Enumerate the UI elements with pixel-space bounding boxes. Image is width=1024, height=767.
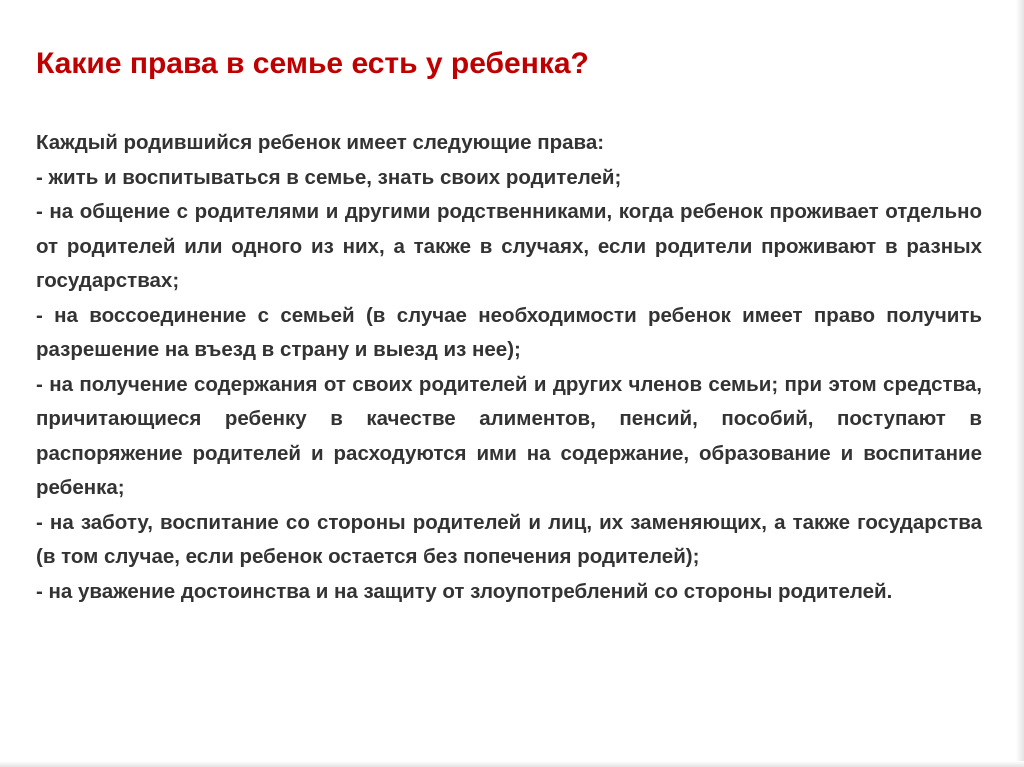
rights-item: - на заботу, воспитание со стороны родителей и лиц, их заменяющих, а также государства (в том случае, если ребенок остается без попечения родителей);	[36, 510, 982, 568]
rights-item: - на воссоединение с семьей (в случае необходимости ребенок имеет право получить разрешение на въезд в страну и выезд из нее);	[36, 303, 982, 361]
intro-line: Каждый родившийся ребенок имеет следующие права:	[36, 131, 605, 154]
slide-title: Какие права в семье есть у ребенка?	[36, 47, 589, 80]
slide-body	[36, 126, 982, 609]
rights-item: - на уважение достоинства и на защиту от злоупотреблений со стороны родителей.	[36, 579, 893, 603]
rights-item: - на получение содержания от своих родителей и других членов семьи; при этом средства, причитающиеся ребенку в качестве алиментов, пенсий, пособий, поступают в распоряжение родителей и расходуются ими на содержание, образование и воспитание ребенка;	[36, 372, 982, 499]
rights-item: - на общение с родителями и другими родственниками, когда ребенок проживает отдельно от родителей или одного из них, а также в случаях, если родители проживают в разных государствах;	[36, 200, 982, 292]
slide-edge-shadow-right	[1016, 0, 1024, 767]
slide-edge-shadow-bottom	[0, 761, 1024, 767]
rights-item: - жить и воспитываться в семье, знать своих родителей;	[36, 165, 622, 189]
